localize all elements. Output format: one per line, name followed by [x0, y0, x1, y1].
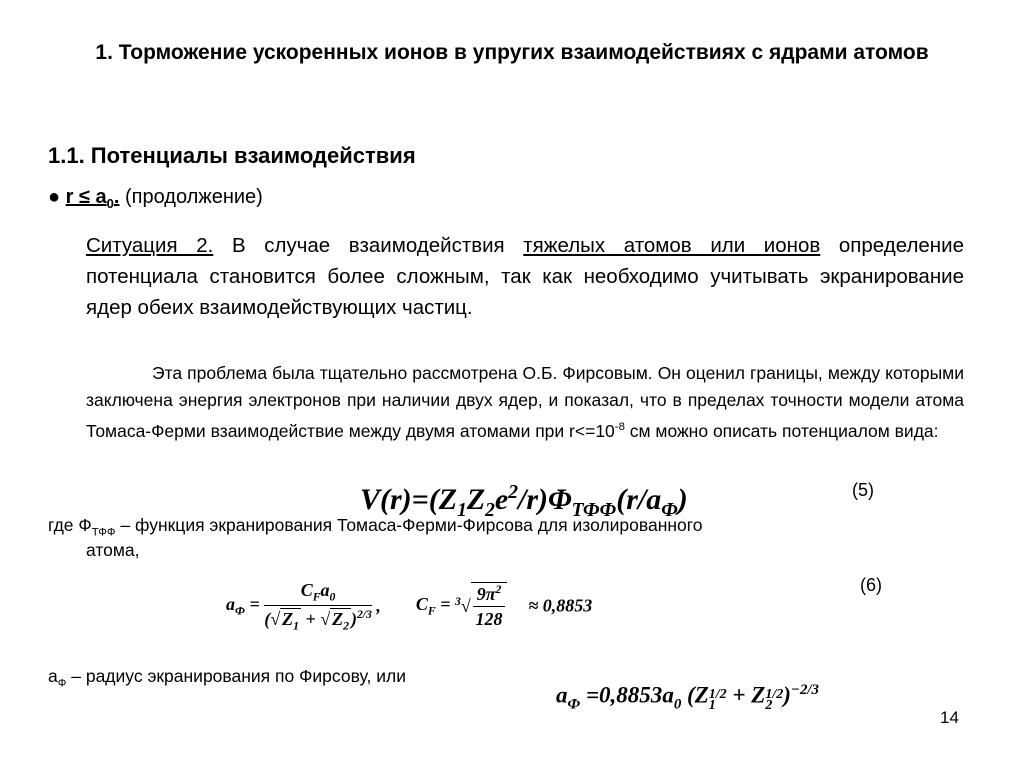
condition-continued: (продолжение) — [119, 186, 263, 208]
condition-text: $r \le a_0$. — [65, 186, 120, 211]
equation-7: $a_Ф =0,8853a_0$ (Z 1/2 1 + Z 1/2 2 )$^{-2/3}$ — [556, 682, 820, 713]
equation-5-number: (5) — [852, 480, 874, 500]
page-number: 14 — [940, 708, 959, 727]
screening-radius-text: $a_Ф$ – радиус экранирования по Фирсову, или — [48, 666, 406, 690]
bullet-condition — [48, 186, 263, 211]
situation-paragraph: Ситуация 2. В случае взаимодействия тяжелых атомов или ионов определение потенциала становится более сложным, так как необходимо учитывать экранирование ядер обеих взаимодействующих частиц. — [86, 234, 964, 319]
situation-label: Ситуация 2. — [86, 234, 214, 257]
where-line-cont: атома, — [86, 540, 140, 560]
where-line: где $Ф_{ТФФ}$ – функция экранирования Томаса-Ферми-Фирсова для изолированного — [48, 515, 703, 539]
equation-5: $V(r)=(Z_1Z_2e^2/r)\Phi_{ТФФ}(r/a_Ф)$ — [360, 482, 688, 521]
equation-6-number: (6) — [860, 575, 882, 595]
section-heading: 1.1. Потенциалы взаимодействия — [48, 143, 416, 168]
slide-title: 1. Торможение ускоренных ионов в упругих взаимодействиях с ядрами атомов — [95, 41, 929, 64]
equation-6: $a_Ф$ = $\frac{C_Fa_0}{(√ Z_1 + √ Z_2 )^{2/3}}$ , $C_F = ^3√$ $\frac{9\pi^2}{128}$ ≈ 0,8853 — [226, 580, 593, 633]
firsov-paragraph: Эта проблема была тщательно рассмотрена О.Б. Фирсовым. Он оценил границы, между которыми заключена энергия электронов при наличии двух ядер, и показал, что в пределах точности модели атома Томаса-Ферми взаимодействие между двумя атомами при $r<=10^{-8}$ см можно описать потенциалом вида: — [86, 363, 964, 441]
bullet-icon: ● — [48, 186, 61, 208]
heavy-atoms-text: тяжелых атомов или ионов — [523, 234, 821, 257]
